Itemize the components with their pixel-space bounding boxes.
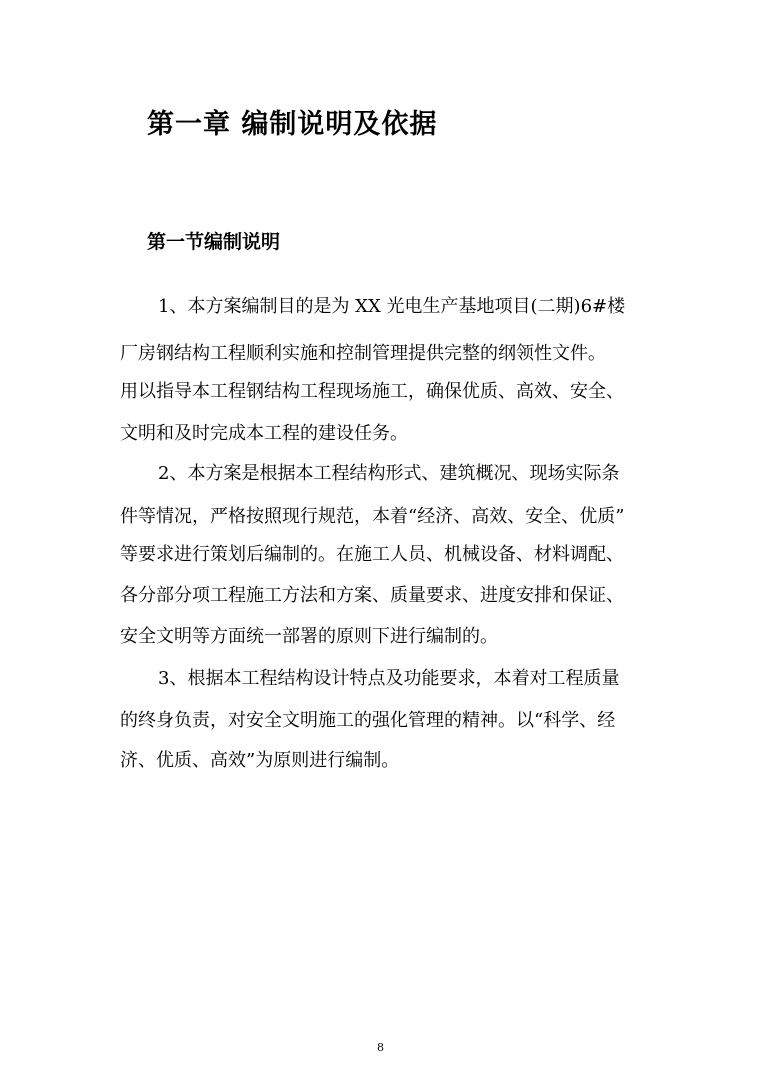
paragraph-line: 3、根据本工程结构设计特点及功能要求，本着对工程质量	[158, 668, 620, 689]
paragraph-line: 济、优质、高效”为原则进行编制。	[120, 750, 400, 771]
paragraph-line: 用以指导本工程钢结构工程现场施工，确保优质、高效、安全、	[120, 381, 624, 402]
section-title: 第一节编制说明	[147, 231, 281, 253]
paragraph-line: 厂房钢结构工程顺利实施和控制管理提供完整的纲领性文件。	[120, 343, 606, 364]
paragraph-line: 文明和及时完成本工程的建设任务。	[120, 423, 408, 444]
paragraph-line: 2、本方案是根据本工程结构形式、建筑概况、现场实际条	[158, 463, 620, 484]
paragraph-line: 的终身负责，对安全文明施工的强化管理的精神。以“科学、经	[120, 710, 616, 731]
paragraph-line: 1、本方案编制目的是为 XX 光电生产基地项目(二期)6#楼	[158, 296, 626, 317]
chapter-title: 第一章 编制说明及依据	[147, 109, 438, 140]
paragraph-line: 等要求进行策划后编制的。在施工人员、机械设备、材料调配、	[120, 544, 624, 565]
paragraph-line: 各分部分项工程施工方法和方案、质量要求、进度安排和保证、	[120, 585, 624, 606]
paragraph-line: 件等情况，严格按照现行规范，本着“经济、高效、安全、优质”	[120, 506, 625, 527]
paragraph-line: 安全文明等方面统一部署的原则下进行编制的。	[120, 626, 498, 647]
page-number: 8	[377, 1041, 384, 1054]
